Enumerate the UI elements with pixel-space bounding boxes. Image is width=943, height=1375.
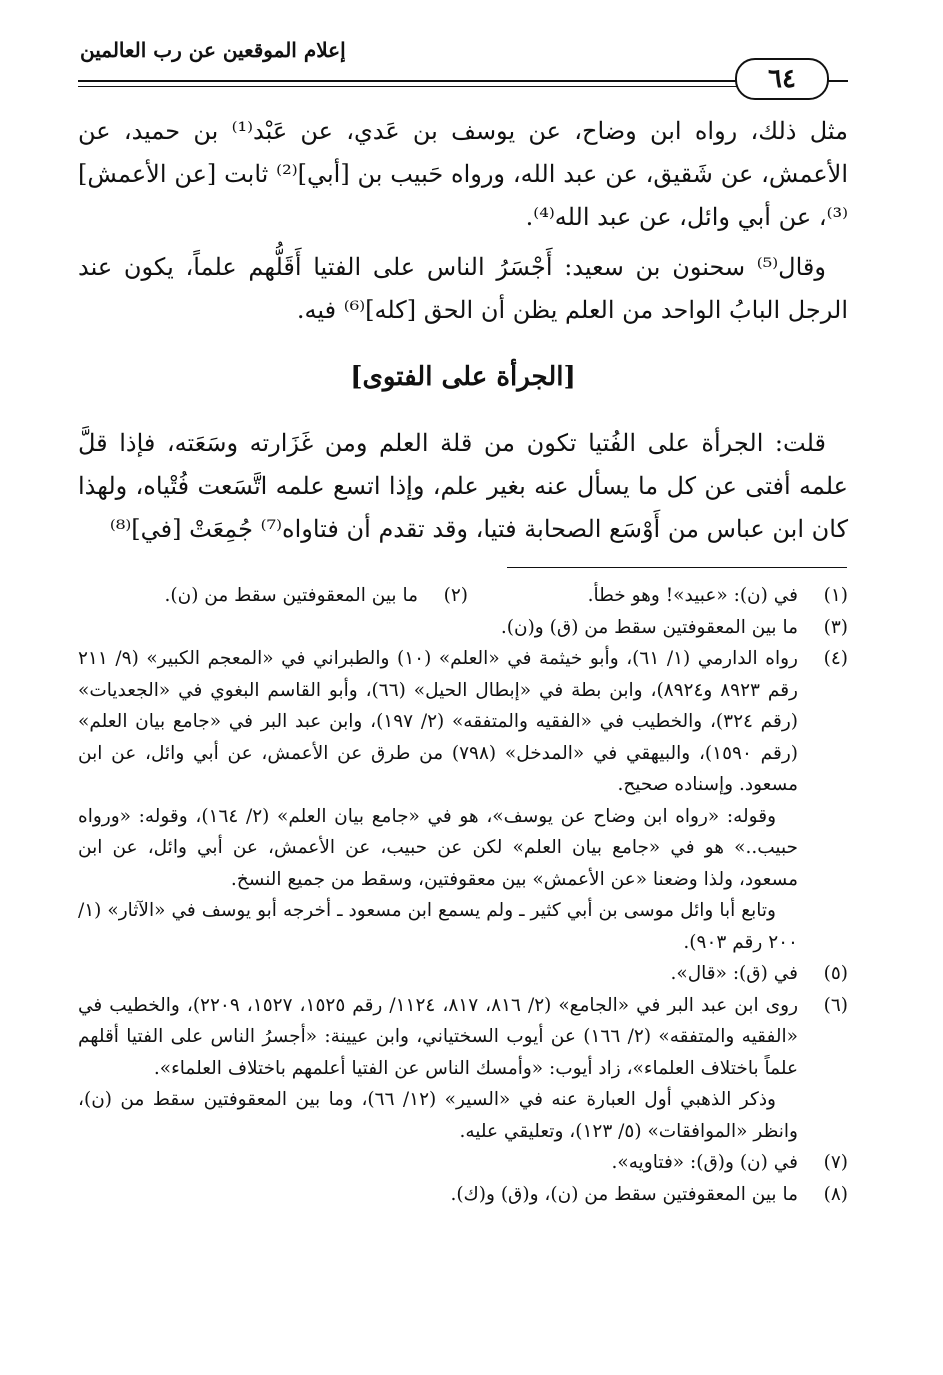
footnote-separator bbox=[507, 567, 847, 568]
footnote-number: (٥) bbox=[823, 963, 848, 984]
footnote-number: (٨) bbox=[823, 1183, 848, 1205]
footnote-text: ما بين المعقوفتين سقط من (ق) و(ن). bbox=[500, 616, 798, 638]
page-number-badge: ٦٤ bbox=[735, 58, 829, 100]
body-paragraph-3 bbox=[78, 422, 848, 551]
footnote-text: في (ن): «عبيد»! وهو خطأ. bbox=[587, 585, 798, 606]
section-heading: [الجرأة على الفتوى] bbox=[350, 362, 576, 392]
body-paragraph-1 bbox=[78, 110, 848, 239]
paragraph-text: قلت: الجرأة على الفُتيا تكون من قلة العلم ومن غَزَارته وسَعَته، فإذا قلَّ علمه أفتى عن كل ما يسأل عنه بغير علم، وإذا اتسع علمه اتَّسَعت فُتْياه، ولهذا كان ابن عباس من أَوْسَع الصحابة فتيا، وقد تقدم أن فتاواه⁽⁷⁾ جُمِعَتْ [في]⁽⁸⁾ bbox=[78, 429, 848, 543]
running-header-title: إعلام الموقعين عن رب العالمين bbox=[80, 38, 346, 62]
paragraph-text: وقال⁽⁵⁾ سحنون بن سعيد: أَجْسَرُ الناس على الفتيا أَقَلُّهم علماً، يكون عند الرجل البابُ الواحد من العلم يظن أن الحق [كله]⁽⁶⁾ فيه. bbox=[78, 253, 848, 324]
body-paragraph-2 bbox=[78, 246, 848, 332]
footnote-text: في (ق): «قال». bbox=[670, 963, 798, 984]
footnote-text: في (ن) و(ق): «فتاويه». bbox=[611, 1152, 798, 1173]
footnote-3 bbox=[78, 612, 848, 644]
footnote-8 bbox=[78, 1179, 848, 1211]
footnote-text: ما بين المعقوفتين سقط من (ن)، و(ق) و(ك). bbox=[450, 1183, 798, 1205]
footnote-6-continuation bbox=[78, 1084, 848, 1147]
footnote-number: (١) bbox=[823, 585, 848, 606]
footnote-text: روى ابن عبد البر في «الجامع» (٢/ ٨١٦، ٨١٧، ١١٢٤/ رقم ١٥٢٥، ١٥٢٧، ٢٢٠٩)، والخطيب في «الفقيه والمتفقه» (٢/ ١٦٦) عن أيوب السختياني، وابن عيينة: «أجسرُ الناس على الفتيا أقلهم علماً باختلاف العلماء»، زاد أيوب: «وأمسك الناس عن الفتيا أعلمهم باختلاف العلماء». bbox=[78, 994, 799, 1079]
footnote-text: رواه الدارمي (١/ ٦١)، وأبو خيثمة في «العلم» (١٠) والطبراني في «المعجم الكبير» (٩/ ٢١١ رقم ٨٩٢٣ و٨٩٢٤)، وابن بطة في «إبطال الحيل» (٦٦)، وأبو القاسم البغوي في «الجعديات» (رقم ٣٢٤)، والخطيب في «الفقيه والمتفقه» (٢/ ١٩٧)، وابن عبد البر في «جامع بيان العلم» (رقم ١٥٩٠)، والبيهقي في «المدخل» (٧٩٨) من طرق عن الأعمش، عن أبي وائل، عن ابن مسعود. وإسناده صحيح. bbox=[78, 648, 798, 795]
footnote-4 bbox=[78, 643, 848, 801]
footnote-2 bbox=[88, 580, 468, 612]
paragraph-text: مثل ذلك، رواه ابن وضاح، عن يوسف بن عَدي، عن عَبْد⁽¹⁾ بن حميد، عن الأعمش، عن شَقيق، عن عبد الله، ورواه حَبيب بن [أبي]⁽²⁾ ثابت [عن الأعمش]⁽³⁾، عن أبي وائل، عن عبد الله⁽⁴⁾. bbox=[78, 117, 849, 231]
footnote-7 bbox=[78, 1147, 848, 1179]
footnotes bbox=[78, 580, 848, 1210]
footnote-number: (٧) bbox=[823, 1152, 848, 1173]
footnote-row-1-2 bbox=[78, 580, 848, 612]
footnote-text: وقوله: «رواه ابن وضاح عن يوسف»، هو في «جامع بيان العلم» (٢/ ١٦٤)، وقوله: «ورواه حبيب..» هو في «جامع بيان العلم» لكن عن حبيب، عن الأعمش، عن أبي وائل، عن ابن مسعود، ولذا وضعنا «عن الأعمش» بين معقوفتين، وسقط من جميع النسخ. bbox=[78, 805, 798, 890]
header-rule bbox=[78, 80, 848, 82]
footnote-number: (٦) bbox=[823, 994, 848, 1016]
footnote-4-continuation bbox=[78, 801, 848, 896]
header-rule-thin bbox=[78, 86, 738, 87]
footnote-number: (٤) bbox=[823, 648, 848, 669]
footnote-number: (٢) bbox=[443, 585, 468, 606]
footnote-6 bbox=[78, 990, 848, 1085]
footnote-text: وذكر الذهبي أول العبارة عنه في «السير» (١٢/ ٦٦)، وما بين المعقوفتين سقط من (ن)، وانظر «الموافقات» (٥/ ١٢٣)، وتعليقي عليه. bbox=[78, 1089, 798, 1142]
footnote-number: (٣) bbox=[823, 616, 848, 638]
footnote-text: وتابع أبا وائل موسى بن أبي كثير ـ ولم يسمع ابن مسعود ـ أخرجه أبو يوسف في «الآثار» (١/ ٢٠٠ رقم ٩٠٣). bbox=[78, 900, 798, 953]
footnote-5 bbox=[78, 958, 848, 990]
footnote-text: ما بين المعقوفتين سقط من (ن). bbox=[164, 585, 418, 606]
footnote-4-continuation bbox=[78, 895, 848, 958]
footnote-1 bbox=[468, 580, 848, 612]
